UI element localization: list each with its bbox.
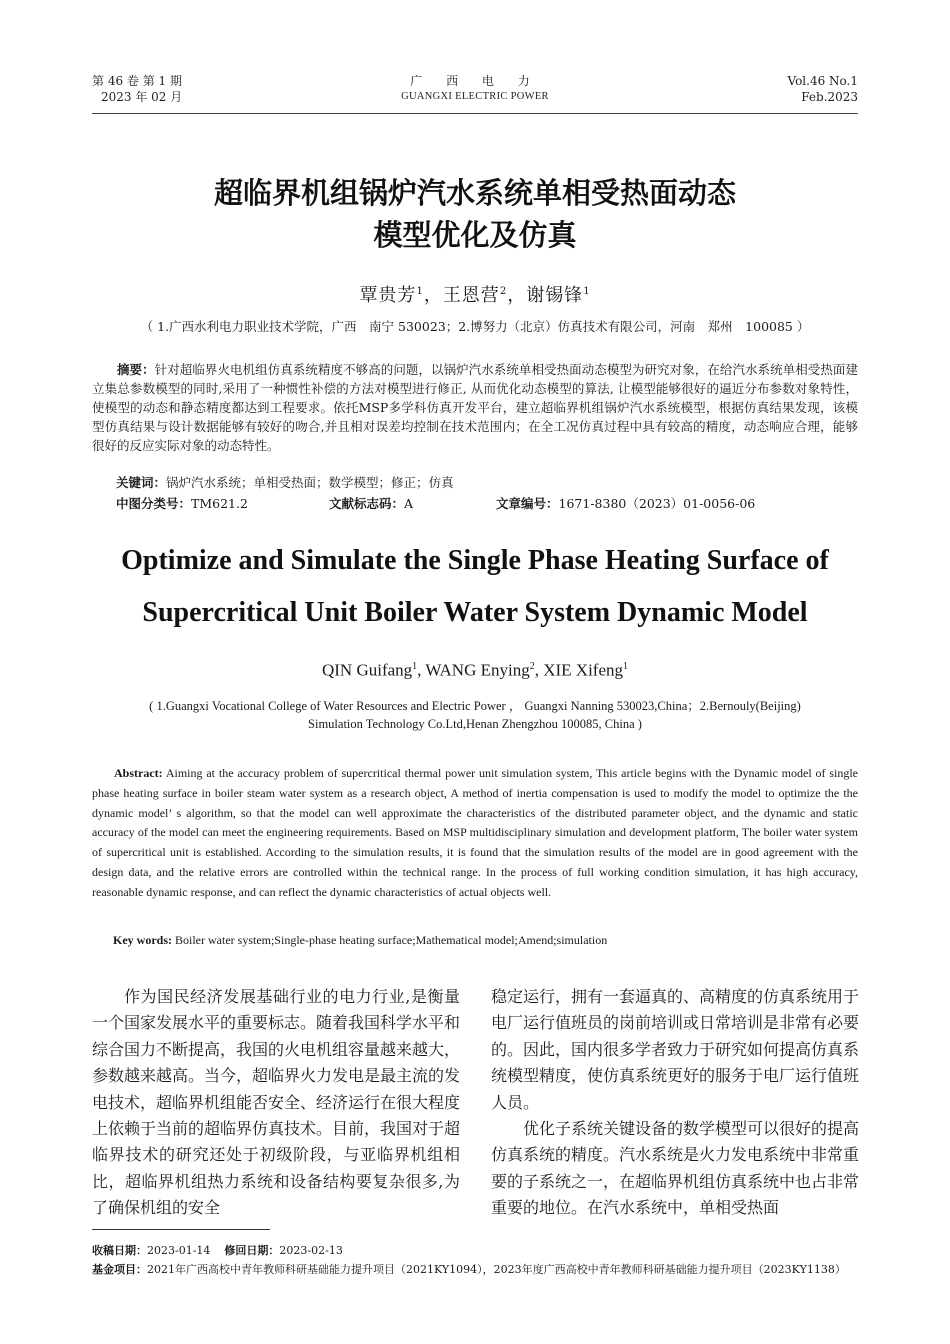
author-sep: , <box>534 660 544 680</box>
body-paragraph: 稳定运行，拥有一套逼真的、高精度的仿真系统用于电厂运行值班员的岗前培训或日常培训是非常有必要的。因此，国内很多学者致力于研究如何提高仿真系统模型精度，使仿真系统更好的服务于电厂运行值班人员。 <box>491 987 860 1112</box>
author-cn-3: 谢锡锋 <box>526 285 584 306</box>
authors-cn <box>0 280 950 308</box>
body-column-left <box>92 984 460 1222</box>
journal-name-cn: 广 西 电 力 <box>410 74 540 88</box>
author-cn-2: 王恩营 <box>442 285 500 306</box>
article-number-label: 文章编号： <box>496 496 559 511</box>
keywords-en-label: Key words: <box>113 933 172 947</box>
doc-code-label: 文献标志码： <box>329 496 405 511</box>
journal-name-en: GUANGXI ELECTRIC POWER <box>401 91 549 102</box>
affiliation-cn: （ 1.广西水利电力职业技术学院，广西 南宁 530023；2.博努力（北京）仿真技术有限公司，河南 郑州 100085 ） <box>140 319 810 334</box>
author-en-3-affil: 1 <box>623 661 628 672</box>
footnote-funding <box>92 1262 858 1277</box>
received-date: 2023-01-14 <box>147 1244 211 1257</box>
affiliation-en <box>92 697 858 733</box>
date-en: Feb.2023 <box>801 90 858 104</box>
author-en-1: QIN Guifang <box>321 660 413 680</box>
footnote-divider <box>92 1229 270 1230</box>
revised-label: 修回日期： <box>224 1244 280 1257</box>
author-cn-2-affil: 2 <box>499 286 508 297</box>
article-number-value: 1671-8380（2023）01-0056-06 <box>558 496 756 511</box>
keywords-en-text: Boiler water system;Single-phase heating surface;Mathematical model;Amend;simulation <box>172 933 608 947</box>
funding-text: 2021年广西高校中青年教师科研基础能力提升项目（2021KY1094），2023年度广西高校中青年教师科研基础能力提升项目（2023KY1138） <box>147 1263 846 1276</box>
header-divider <box>92 113 858 114</box>
abstract-en-label: Abstract: <box>114 766 163 780</box>
abstract-en <box>92 764 858 903</box>
author-en-3: XIE Xifeng <box>543 660 623 680</box>
abstract-cn-text: 针对超临界火电机组仿真系统精度不够高的问题，以锅炉汽水系统单相受热面动态模型为研究对象，在给汽水系统单相受热面建立集总参数模型的同时,采用了一种惯性补偿的方法对模型进行修正, 从而优化动态模型的算法, 让模型能够很好的逼近分布参数对象特性，使模型的动态和静态精度都达到工程要求。依托MSP多学科仿真开发平台，建立超临界机组锅炉汽水系统模型，根据仿真结果发现，该模型仿真结果与设计数据能够有较好的吻合,并且相对误差均控制在技术范围内；在全工况仿真过程中具有较高的精度，动态响应合理，能够很好的反应实际对象的动态特性。 <box>92 362 858 453</box>
abstract-cn <box>92 360 858 455</box>
funding-label: 基金项目： <box>92 1263 147 1276</box>
author-en-2: WANG Enying <box>425 660 530 680</box>
revised-date: 2023-02-13 <box>279 1244 343 1257</box>
abstract-en-text: Aiming at the accuracy problem of supercritical thermal power unit simulation system, This article begins with the Dynamic model of single phase heating surface in boiler steam water system as a research object, A method of inertia compensation is used to modify the model to optimize the the dynamic model’ s algorithm, so that the model can well approximate the characteristics of the distributed parameter object, and the dynamic and static accuracy of the model can meet the engineering requirements. Based on MSP multidisciplinary simulation and development platform, The boiler water system of supercritical unit is established. According to the simulation results, it is found that the simulation results of the model are in good agreement with the design data, and the relative errors are controlled within the technical range. In the process of full working condition simulation, it has high accuracy, reasonable dynamic response, and can reflect the dynamic characteristics of actual objects well. <box>92 766 858 899</box>
footnote-dates <box>92 1243 858 1258</box>
keywords-cn <box>116 473 454 492</box>
title-cn-line1: 超临界机组锅炉汽水系统单相受热面动态 <box>213 176 736 210</box>
title-en-line2: Supercritical Unit Boiler Water System Dynamic Model <box>142 597 808 628</box>
author-en-1-affil: 1 <box>412 661 418 672</box>
clc-number <box>116 494 248 513</box>
body-column-right <box>491 984 859 1222</box>
received-label: 收稿日期： <box>92 1244 147 1257</box>
affiliation-en-line2: Simulation Technology Co.Ltd,Henan Zhengzhou 100085, China ) <box>308 717 642 731</box>
keywords-cn-text: 锅炉汽水系统；单相受热面；数学模型；修正；仿真 <box>166 475 454 490</box>
author-sep: ， <box>423 285 443 306</box>
abstract-cn-label: 摘要： <box>117 362 155 377</box>
article-number <box>496 494 755 513</box>
doc-code-value: A <box>404 496 414 511</box>
keywords-en <box>113 931 607 950</box>
author-cn-1-affil: 1 <box>416 286 424 297</box>
issue-info-en <box>788 73 859 105</box>
author-en-2-affil: 2 <box>529 661 535 672</box>
authors-en <box>0 656 950 682</box>
title-cn <box>0 172 950 256</box>
clc-label: 中图分类号： <box>116 496 192 511</box>
author-cn-1: 覃贵芳 <box>359 285 417 306</box>
clc-value: TM621.2 <box>191 496 248 511</box>
author-cn-3-affil: 1 <box>583 286 591 297</box>
author-sep: , <box>417 660 426 680</box>
affiliation-en-line1: ( 1.Guangxi Vocational College of Water Resources and Electric Power ， Guangxi Nanning 530023,China；2.Bernouly(Beijing) <box>149 699 801 713</box>
document-code <box>329 494 413 513</box>
title-en <box>0 540 950 634</box>
author-sep: ， <box>507 285 527 306</box>
keywords-cn-label: 关键词： <box>116 475 167 490</box>
body-paragraph: 作为国民经济发展基础行业的电力行业,是衡量一个国家发展水平的重要标志。随着我国科学水平和综合国力不断提高，我国的火电机组容量越来越大，参数越来越高。当今，超临界火力发电是最主流的发电技术，超临界机组能否安全、经济运行在很大程度上依赖于当前的超临界仿真技术。目前，我国对于超临界技术的研究还处于初级阶段，与亚临界机组相比，超临界机组热力系统和设备结构要复杂很多,为了确保机组的安全 <box>92 987 461 1218</box>
volume-issue-cn: 第 46 卷 第 1 期 <box>92 74 182 88</box>
title-en-line1: Optimize and Simulate the Single Phase Heating Surface of <box>121 545 829 576</box>
title-cn-line2: 模型优化及仿真 <box>373 218 577 252</box>
body-paragraph: 优化子系统关键设备的数学模型可以很好的提高仿真系统的精度。汽水系统是火力发电系统中非常重要的子系统之一，在超临界机组仿真系统中也占非常重要的地位。在汽水系统中，单相受热面 <box>491 1119 860 1218</box>
volume-issue-en: Vol.46 No.1 <box>787 74 858 88</box>
date-cn: 2023 年 02 月 <box>101 90 183 104</box>
